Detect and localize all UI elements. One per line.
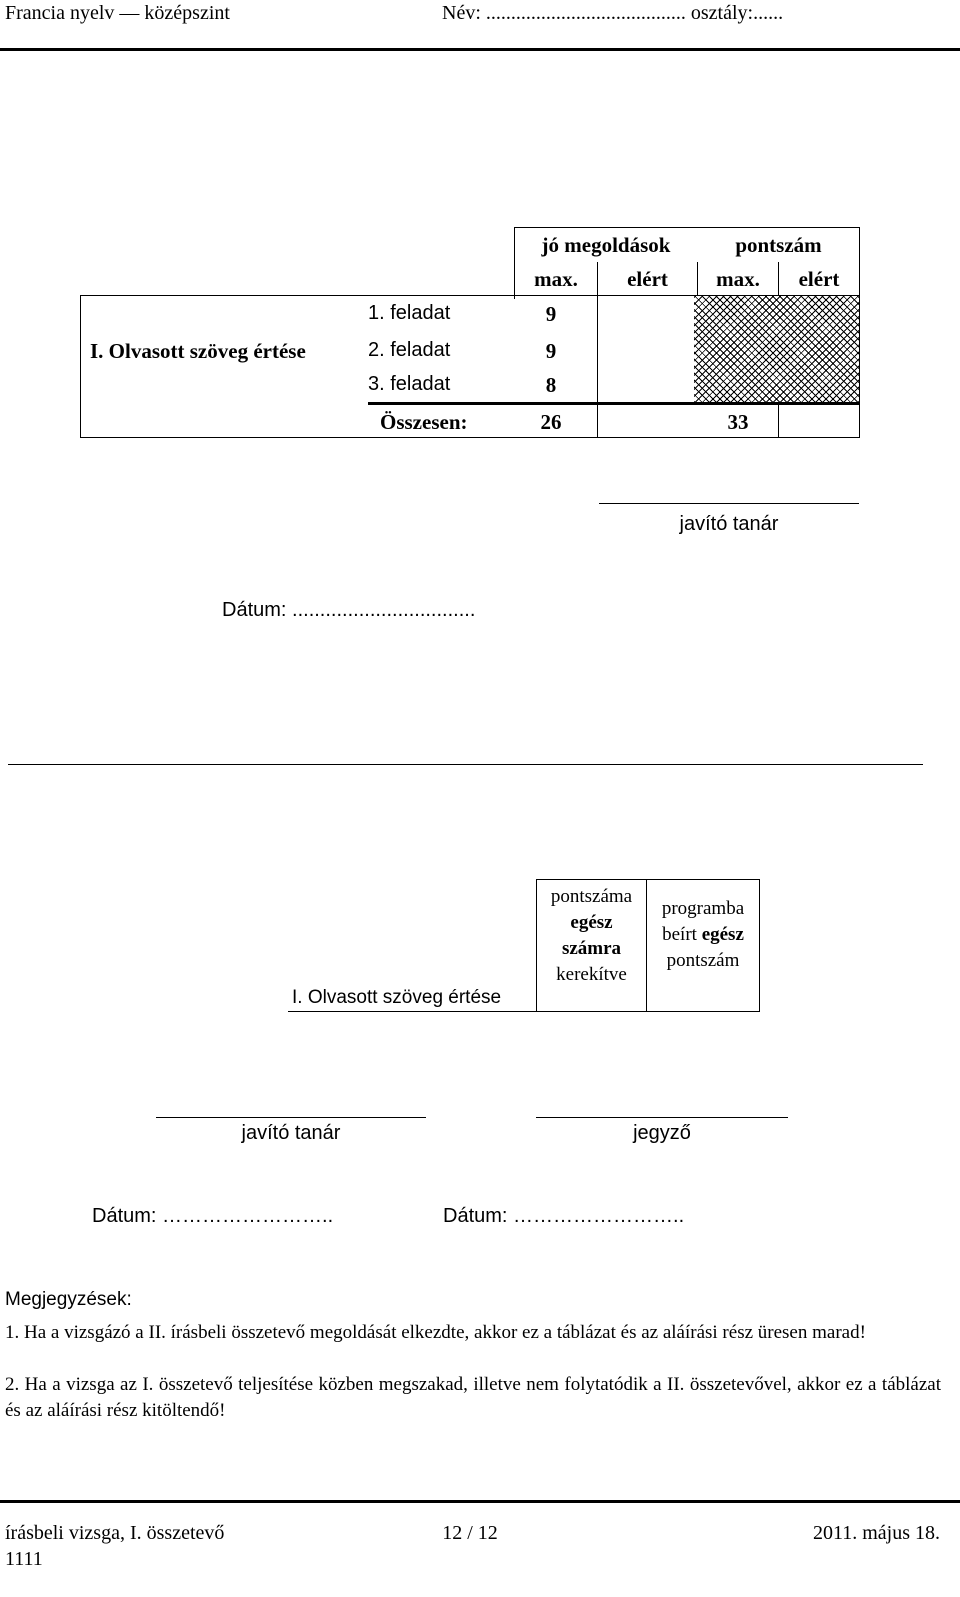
- task-max: 9: [545, 339, 557, 363]
- total-points-max: 33: [727, 410, 749, 434]
- hatched-cell: [694, 296, 859, 402]
- achieved-label: elért: [627, 267, 668, 291]
- signature-role: javító tanár: [679, 513, 779, 535]
- footer-date: 2011. május 18.: [812, 1522, 940, 1544]
- col-good-answers: jó megoldások: [541, 233, 671, 257]
- signature-role: jegyző: [633, 1122, 691, 1144]
- note-1: 1. Ha a vizsgázó a II. írásbeli összetevő megoldását elkezdte, akkor ez a táblázat és az aláírási rész üresen marad!: [5, 1322, 866, 1343]
- task-max: 9: [545, 302, 557, 326]
- signature-line: [156, 1117, 426, 1118]
- task-label: 3. feladat: [368, 373, 451, 395]
- signature-line: [599, 503, 859, 504]
- header-rule: [0, 48, 960, 51]
- program-score-header: programba beírt egész pontszám: [661, 898, 745, 971]
- date-field: Dátum: ……………………..: [92, 1205, 334, 1227]
- task-label: 2. feladat: [368, 339, 451, 361]
- section-label: I. Olvasott szöveg értése: [90, 339, 306, 363]
- achieved-label: elért: [798, 267, 840, 291]
- date-field: Dátum: .................................: [222, 599, 476, 621]
- total-max: 26: [540, 410, 562, 434]
- header-name-field: Név: ........................................ osztály:......: [442, 2, 784, 24]
- page-number: 12 / 12: [442, 1522, 498, 1544]
- rounded-score-header: pontszáma egész számra kerekítve: [550, 886, 633, 985]
- col-points: pontszám: [735, 233, 822, 257]
- max-label: max.: [716, 267, 760, 291]
- section-divider: [8, 764, 923, 765]
- task-max: 8: [545, 373, 557, 397]
- footer-exam: írásbeli vizsga, I. összetevő: [5, 1522, 225, 1544]
- date-field: Dátum: ……………………..: [443, 1205, 685, 1227]
- header-subject: Francia nyelv — középszint: [5, 2, 230, 24]
- task-label: 1. feladat: [368, 302, 451, 324]
- notes-title: Megjegyzések:: [5, 1289, 132, 1310]
- signature-role: javító tanár: [241, 1122, 341, 1144]
- footer-code: 1111: [5, 1548, 43, 1570]
- section-label-2: I. Olvasott szöveg értése: [292, 987, 502, 1008]
- max-label: max.: [534, 267, 578, 291]
- total-label: Összesen:: [380, 410, 468, 434]
- note-2: 2. Ha a vizsga az I. összetevő teljesítése közben megszakad, illetve nem folytatódik a II. összetevővel, akkor ez a táblázat és az aláírási rész kitöltendő!: [5, 1374, 941, 1421]
- footer-rule: [0, 1500, 960, 1503]
- signature-line: [536, 1117, 788, 1118]
